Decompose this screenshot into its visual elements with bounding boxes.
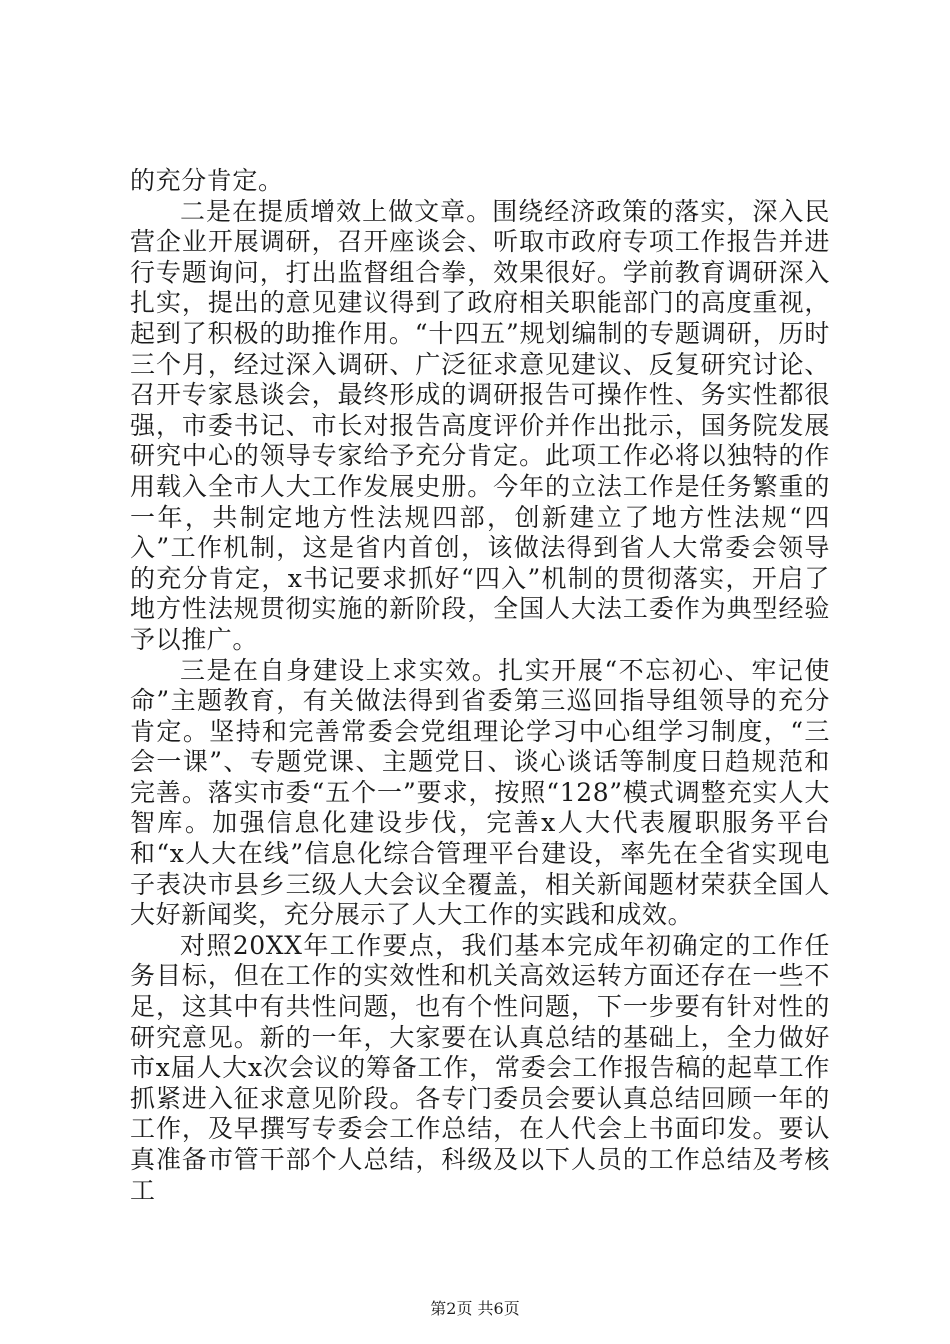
document-body xyxy=(130,166,830,1206)
paragraph-continuation: 的充分肯定。 xyxy=(130,166,284,195)
page-number-footer: 第2页 共6页 xyxy=(430,1299,520,1318)
paragraph-quality-efficiency: 二是在提质增效上做文章。围绕经济政策的落实，深入民营企业开展调研，召开座谈会、听取市政府专项工作报告并进行专题询问，打出监督组合拳，效果很好。学前教育调研深入扎实，提出的意见建议得到了政府相关职能部门的高度重视，起到了积极的助推作用。“十四五”规划编制的专题调研，历时三个月，经过深入调研、广泛征求意见建议、反复研究讨论、召开专家恳谈会，最终形成的调研报告可操作性、务实性都很强，市委书记、市长对报告高度评价并作出批示，国务院发展研究中心的领导专家给予充分肯定。此项工作必将以独特的作用载入全市人大工作发展史册。今年的立法工作是任务繁重的一年，共制定地方性法规四部，创新建立了地方性法规“四入”工作机制，这是省内首创，该做法得到省人大常委会领导的充分肯定，x书记要求抓好“四入”机制的贯彻落实，开启了地方性法规贯彻实施的新阶段，全国人大法工委作为典型经验予以推广。 xyxy=(130,196,830,654)
paragraph-work-plan: 对照20XX年工作要点，我们基本完成年初确定的工作任务目标，但在工作的实效性和机关高效运转方面还存在一些不足，这其中有共性问题，也有个性问题，下一步要有针对性的研究意见。新的一年，大家要在认真总结的基础上，全力做好市x届人大x次会议的筹备工作，常委会工作报告稿的起草工作抓紧进入征求意见阶段。各专门委员会要认真总结回顾一年的工作，及早撰写专委会工作总结，在人代会上书面印发。要认真准备市管干部个人总结，科级及以下人员的工作总结及考核工 xyxy=(130,930,830,1205)
paragraph-self-building: 三是在自身建设上求实效。扎实开展“不忘初心、牢记使命”主题教育，有关做法得到省委第三巡回指导组领导的充分肯定。坚持和完善常委会党组理论学习中心组学习制度，“三会一课”、专题党课、主题党日、谈心谈话等制度日趋规范和完善。落实市委“五个一”要求，按照“128”模式调整充实人大智库。加强信息化建设步伐，完善x人大代表履职服务平台和“x人大在线”信息化综合管理平台建设，率先在全省实现电子表决市县乡三级人大会议全覆盖，相关新闻题材荣获全国人大好新闻奖，充分展示了人大工作的实践和成效。 xyxy=(130,655,830,930)
